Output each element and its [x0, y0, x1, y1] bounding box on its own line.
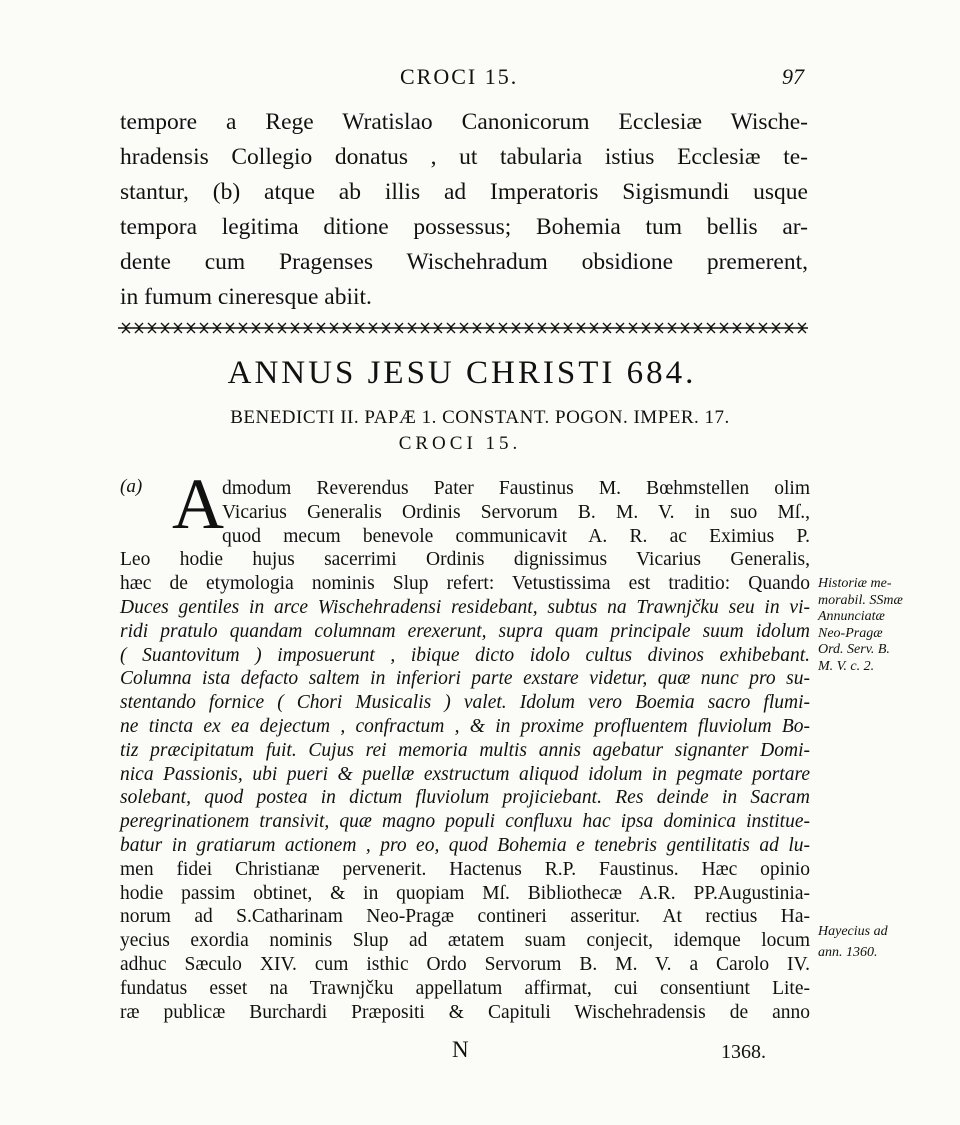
- body-line: quod mecum benevole communicavit A. R. ac Eximius P.: [222, 525, 810, 547]
- body-line: yecius exordia nominis Slup ad ætatem suam conjecit, idemque locum: [120, 930, 810, 952]
- body-line: ne tincta ex ea dejectum , confractum , & in proxime profluentem fluviolum Bo-: [120, 715, 810, 737]
- intro-paragraph: [120, 105, 808, 315]
- margin-note-line: Neo-Pragæ: [818, 625, 883, 641]
- margin-note-line: morabil. SSmæ: [818, 592, 903, 608]
- margin-note-line: Hayecius ad: [818, 924, 888, 939]
- body-line: hodie passim obtinet, & in quopiam Mſ. Bibliothecæ A.R. PP.Augustinia-: [120, 882, 810, 904]
- body-line: ( Suantovitum ) imposuerunt , ibique dicto idolo cultus divinos exhibebant.: [120, 644, 810, 666]
- body-line: ræ publicæ Burchardi Præpositi & Capituli Wischehradensis de anno: [120, 1001, 810, 1023]
- croci-heading: CROCI 15.: [398, 433, 522, 454]
- body-line: tiz præcipitatum fuit. Cujus rei memoria multis annis agebatur signanter Domi-: [120, 739, 810, 761]
- margin-note-line: Historiæ me-: [818, 576, 892, 591]
- ornamental-rule: [118, 322, 808, 334]
- margin-note-line: Annunciatæ: [818, 609, 885, 624]
- reign-heading: BENEDICTI II. PAPÆ 1. CONSTANT. POGON. IMPER. 17.: [230, 407, 730, 428]
- catchword: 1368.: [721, 1041, 766, 1063]
- drop-cap: A: [172, 464, 224, 544]
- body-line: Vicarius Generalis Ordinis Servorum B. M. V. in suo Mſ.,: [222, 501, 810, 523]
- body-line: stentando fornice ( Chori Musicalis ) valet. Idolum vero Boemia sacro flumi-: [120, 692, 810, 714]
- intro-line: tempora legitima ditione possessus; Bohemia tum bellis ar-: [120, 214, 808, 240]
- body-line: adhuc Sæculo XIV. cum isthic Ordo Servorum B. M. V. a Carolo IV.: [120, 953, 810, 975]
- margin-note-line: ann. 1360.: [818, 945, 878, 960]
- intro-line: stantur, (b) atque ab illis ad Imperatoris Sigismundi usque: [120, 179, 808, 205]
- body-line: Columna ista defacto saltem in inferiori parte exstare videtur, quæ nunc pro su-: [120, 668, 810, 690]
- footnote-mark: (a): [120, 476, 143, 497]
- margin-note-line: Ord. Serv. B.: [818, 642, 890, 657]
- margin-note-hayecius: [818, 921, 948, 963]
- body-line: Duces gentiles in arce Wischehradensi residebant, subtus na Trawnjčku seu in vi-: [120, 596, 810, 618]
- year-heading: ANNUS JESU CHRISTI 684.: [227, 355, 697, 391]
- body-line: hæc de etymologia nominis Slup refert: Vetustissima est traditio: Quando: [120, 573, 810, 595]
- body-line: dmodum Reverendus Pater Faustinus M. Bœhmstellen olim: [222, 478, 810, 499]
- margin-note-line: M. V. c. 2.: [818, 658, 875, 674]
- body-line: peregrinationem transivit, quæ magno populi confluxu hac ipsa dominica institue-: [120, 811, 810, 833]
- body-line: solebant, quod postea in dictum fluviolum projiciebant. Res deinde in Sacram: [120, 787, 810, 809]
- body-line: ridi pratulo quandam columnam erexerunt, supra quam principale suum idolum: [120, 620, 810, 642]
- main-paragraph: [120, 477, 810, 1024]
- intro-line: hradensis Collegio donatus , ut tabularia istius Ecclesiæ te-: [120, 144, 808, 170]
- page-number: 97: [782, 64, 804, 89]
- body-line: norum ad S.Catharinam Neo-Pragæ contineri asseritur. At rectius Ha-: [120, 906, 810, 928]
- margin-note-historiae: [818, 576, 948, 675]
- body-line: men fidei Christianæ pervenerit. Hactenus R.P. Faustinus. Hæc opinio: [120, 858, 810, 880]
- intro-line: in fumum cineresque abiit.: [120, 284, 372, 310]
- body-line: fundatus esset na Trawnjčku appellatum affirmat, cui consentiunt Lite-: [120, 977, 810, 999]
- signature-mark: N: [452, 1037, 469, 1062]
- running-head: [0, 64, 960, 94]
- intro-line: tempore a Rege Wratislao Canonicorum Ecclesiæ Wische-: [120, 109, 808, 135]
- running-title: CROCI 15.: [400, 64, 519, 89]
- intro-line: dente cum Pragenses Wischehradum obsidione premerent,: [120, 249, 808, 275]
- body-line: nica Passionis, ubi pueri & puellæ exstructum aliquod idolum in pegmate portare: [120, 763, 810, 785]
- body-line: batur in gratiarum actionem , pro eo, quod Bohemia e tenebris gentilitatis ad lu-: [120, 834, 810, 856]
- body-line: Leo hodie hujus sacerrimi Ordinis dignissimus Vicarius Generalis,: [120, 549, 810, 571]
